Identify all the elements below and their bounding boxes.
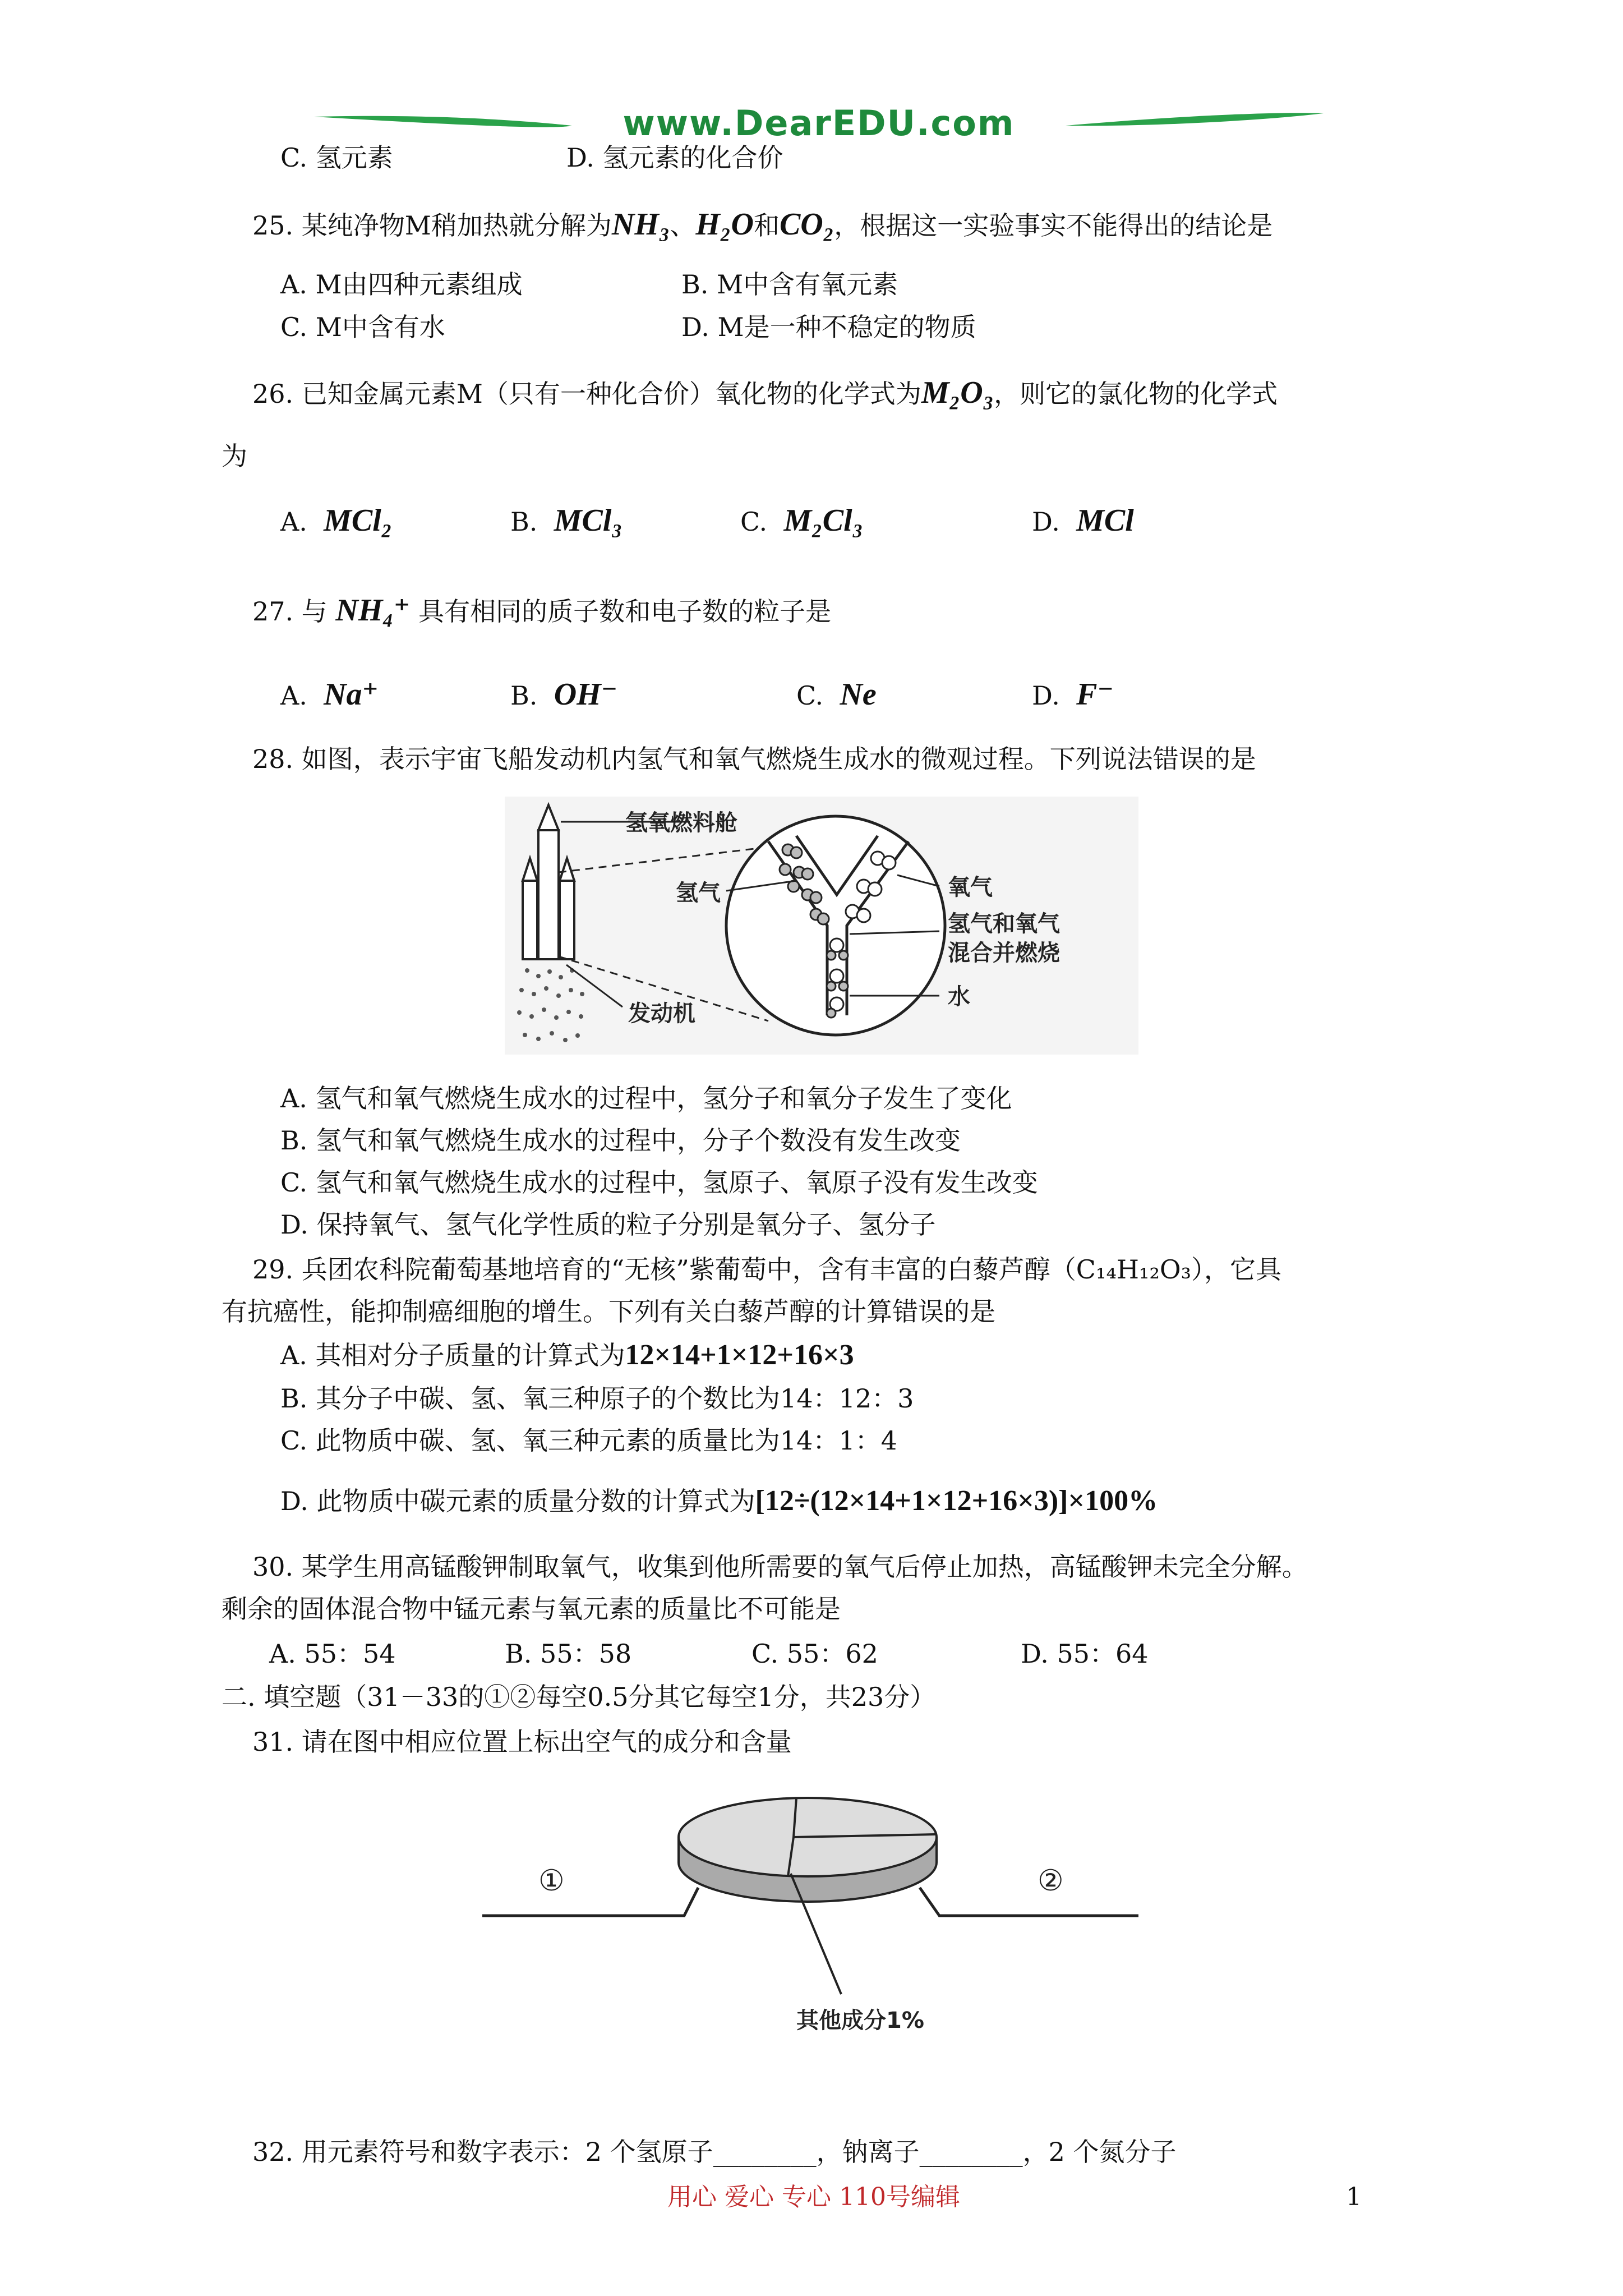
q26-option-d-label: D. (1032, 507, 1060, 537)
q29-option-a-text: A. 其相对分子质量的计算式为 (280, 1340, 625, 1370)
q27-stem (252, 595, 831, 626)
q25-stem-a: 25. 某纯净物M稍加热就分解为 (252, 210, 612, 241)
q27-option-c-label: C. (796, 680, 824, 711)
q26-option-a-formula: MCl₂ (324, 503, 393, 538)
q27-option-c-formula: Ne (840, 677, 877, 712)
q25-sep2: 和 (753, 210, 780, 241)
label-oxygen: 氧气 (948, 875, 993, 900)
q27-option-a-label: A. (280, 680, 307, 711)
label-water: 水 (948, 984, 970, 1010)
q30-option-a: A. 55：54 (269, 1639, 396, 1669)
q27-option-d-label: D. (1032, 680, 1060, 711)
q28-option-b: B. 氢气和氧气燃烧生成水的过程中，分子个数没有发生改变 (280, 1125, 961, 1156)
q29-stem-line1: 29. 兵团农科院葡萄基地培育的“无核”紫葡萄中，含有丰富的白藜芦醇（C₁₄H₁₂O₃），它具 (252, 1254, 1282, 1285)
q26-stem-c: 为 (222, 441, 247, 471)
q27-stem-b: 具有相同的质子数和电子数的粒子是 (418, 596, 832, 627)
label-mix-line1: 氢气和氧气 (948, 911, 1060, 937)
q25-option-b: B. M中含有氧元素 (681, 269, 898, 300)
q28-option-d: D. 保持氧气、氢气化学性质的粒子分别是氧分子、氢分子 (280, 1209, 936, 1240)
q27-option-a (280, 679, 379, 710)
q29-stem-line2: 有抗癌性，能抑制癌细胞的增生。下列有关白藜芦醇的计算错误的是 (222, 1296, 995, 1327)
q30-stem-line1: 30. 某学生用高锰酸钾制取氧气，收集到他所需要的氧气后停止加热，高锰酸钾未完全分解。 (252, 1552, 1308, 1582)
watermark-text: www.DearEDU.com (623, 103, 1015, 144)
q27-option-b (510, 679, 617, 710)
q27-option-b-label: B. (510, 680, 538, 711)
q27-stem-a: 27. 与 (252, 596, 328, 627)
q26-stem-b: ，则它的氯化物的化学式 (994, 379, 1278, 409)
label-engine: 发动机 (628, 1001, 695, 1027)
q29-option-d-text: D. 此物质中碳元素的质量分数的计算式为 (280, 1486, 755, 1516)
q27-formula: NH₄⁺ (335, 593, 411, 628)
q26-formula: M₂O₃ (921, 375, 994, 410)
q26-option-d (1032, 505, 1134, 536)
q29-option-d (280, 1487, 1158, 1516)
q25-stem (252, 209, 1272, 240)
q30-option-b: B. 55：58 (505, 1639, 632, 1669)
q32-stem: 32. 用元素符号和数字表示：2 个氢原子________，钠离子________，2 个氮分子 (252, 2137, 1177, 2167)
q26-option-a (280, 505, 392, 536)
q26-option-b (510, 505, 623, 536)
q26-option-c (740, 505, 863, 536)
q27-option-d-formula: F⁻ (1076, 677, 1114, 712)
q26-option-d-formula: MCl (1076, 503, 1134, 538)
q31-stem: 31. 请在图中相应位置上标出空气的成分和含量 (252, 1727, 792, 1757)
q25-option-a: A. M由四种元素组成 (280, 269, 523, 300)
q26-option-c-label: C. (740, 507, 768, 537)
q29-option-d-math: [12÷(12×14+1×12+16×3)]×100% (755, 1485, 1158, 1517)
section-heading-fill-in: 二. 填空题（31－33的①②每空0.5分其它每空1分，共23分） (222, 1682, 936, 1712)
q28-option-c: C. 氢气和氧气燃烧生成水的过程中，氢原子、氧原子没有发生改变 (280, 1167, 1038, 1198)
q29-option-b: B. 其分子中碳、氢、氧三种原子的个数比为14：12：3 (280, 1383, 914, 1414)
q25-stem-b: ，根据这一实验事实不能得出的结论是 (834, 210, 1273, 241)
q25-sep1: 、 (670, 210, 696, 241)
q25-option-d: D. M是一种不稳定的物质 (681, 312, 976, 342)
q25-option-c: C. M中含有水 (280, 312, 445, 342)
q29-option-a (280, 1341, 854, 1370)
label-fuel-tank: 氢氧燃料舱 (625, 810, 737, 836)
q27-option-c (796, 679, 877, 710)
q30-stem-line2: 剩余的固体混合物中锰元素与氧元素的质量比不可能是 (222, 1594, 841, 1624)
q26-option-b-label: B. (510, 507, 538, 537)
label-other-components: 其他成分1% (796, 2008, 924, 2033)
q30-option-d: D. 55：64 (1021, 1639, 1149, 1669)
q25-formula-nh3: NH₃ (611, 207, 670, 242)
q28-stem: 28. 如图，表示宇宙飞船发动机内氢气和氧气燃烧生成水的微观过程。下列说法错误的是 (252, 744, 1256, 774)
q29-option-c: C. 此物质中碳、氢、氧三种元素的质量比为14：1：4 (280, 1425, 897, 1456)
q24-option-c: C. 氢元素 (280, 142, 393, 173)
q26-option-b-formula: MCl₃ (554, 503, 623, 538)
q30-option-c: C. 55：62 (751, 1639, 878, 1669)
q27-option-a-formula: Na⁺ (324, 677, 379, 712)
blank-label-1: ① (538, 1864, 565, 1898)
blank-label-2: ② (1038, 1864, 1064, 1898)
footer-text: 用心 爱心 专心 110号编辑 (667, 2183, 960, 2211)
q25-formula-co2: CO₂ (779, 207, 834, 242)
q26-stem-a: 26. 已知金属元素M（只有一种化合价）氧化物的化学式为 (252, 379, 921, 409)
header-watermark (314, 101, 1324, 146)
q27-option-d (1032, 679, 1114, 710)
q28-rocket-diagram (505, 797, 1138, 1055)
q31-air-pie-diagram (482, 1775, 1402, 2045)
q25-formula-h2o: H₂O (695, 207, 754, 242)
q27-option-b-formula: OH⁻ (554, 677, 618, 712)
label-hydrogen: 氢气 (676, 880, 721, 906)
q26-option-a-label: A. (280, 507, 307, 537)
q24-option-d: D. 氢元素的化合价 (566, 142, 783, 173)
q26-stem (252, 377, 1278, 408)
q28-option-a: A. 氢气和氧气燃烧生成水的过程中，氢分子和氧分子发生了变化 (280, 1083, 1012, 1114)
q26-option-c-formula: M₂Cl₃ (783, 503, 864, 538)
q29-option-a-math: 12×14+1×12+16×3 (625, 1339, 854, 1371)
label-mix-line2: 混合并燃烧 (948, 940, 1060, 966)
page-number: 1 (1346, 2183, 1362, 2211)
